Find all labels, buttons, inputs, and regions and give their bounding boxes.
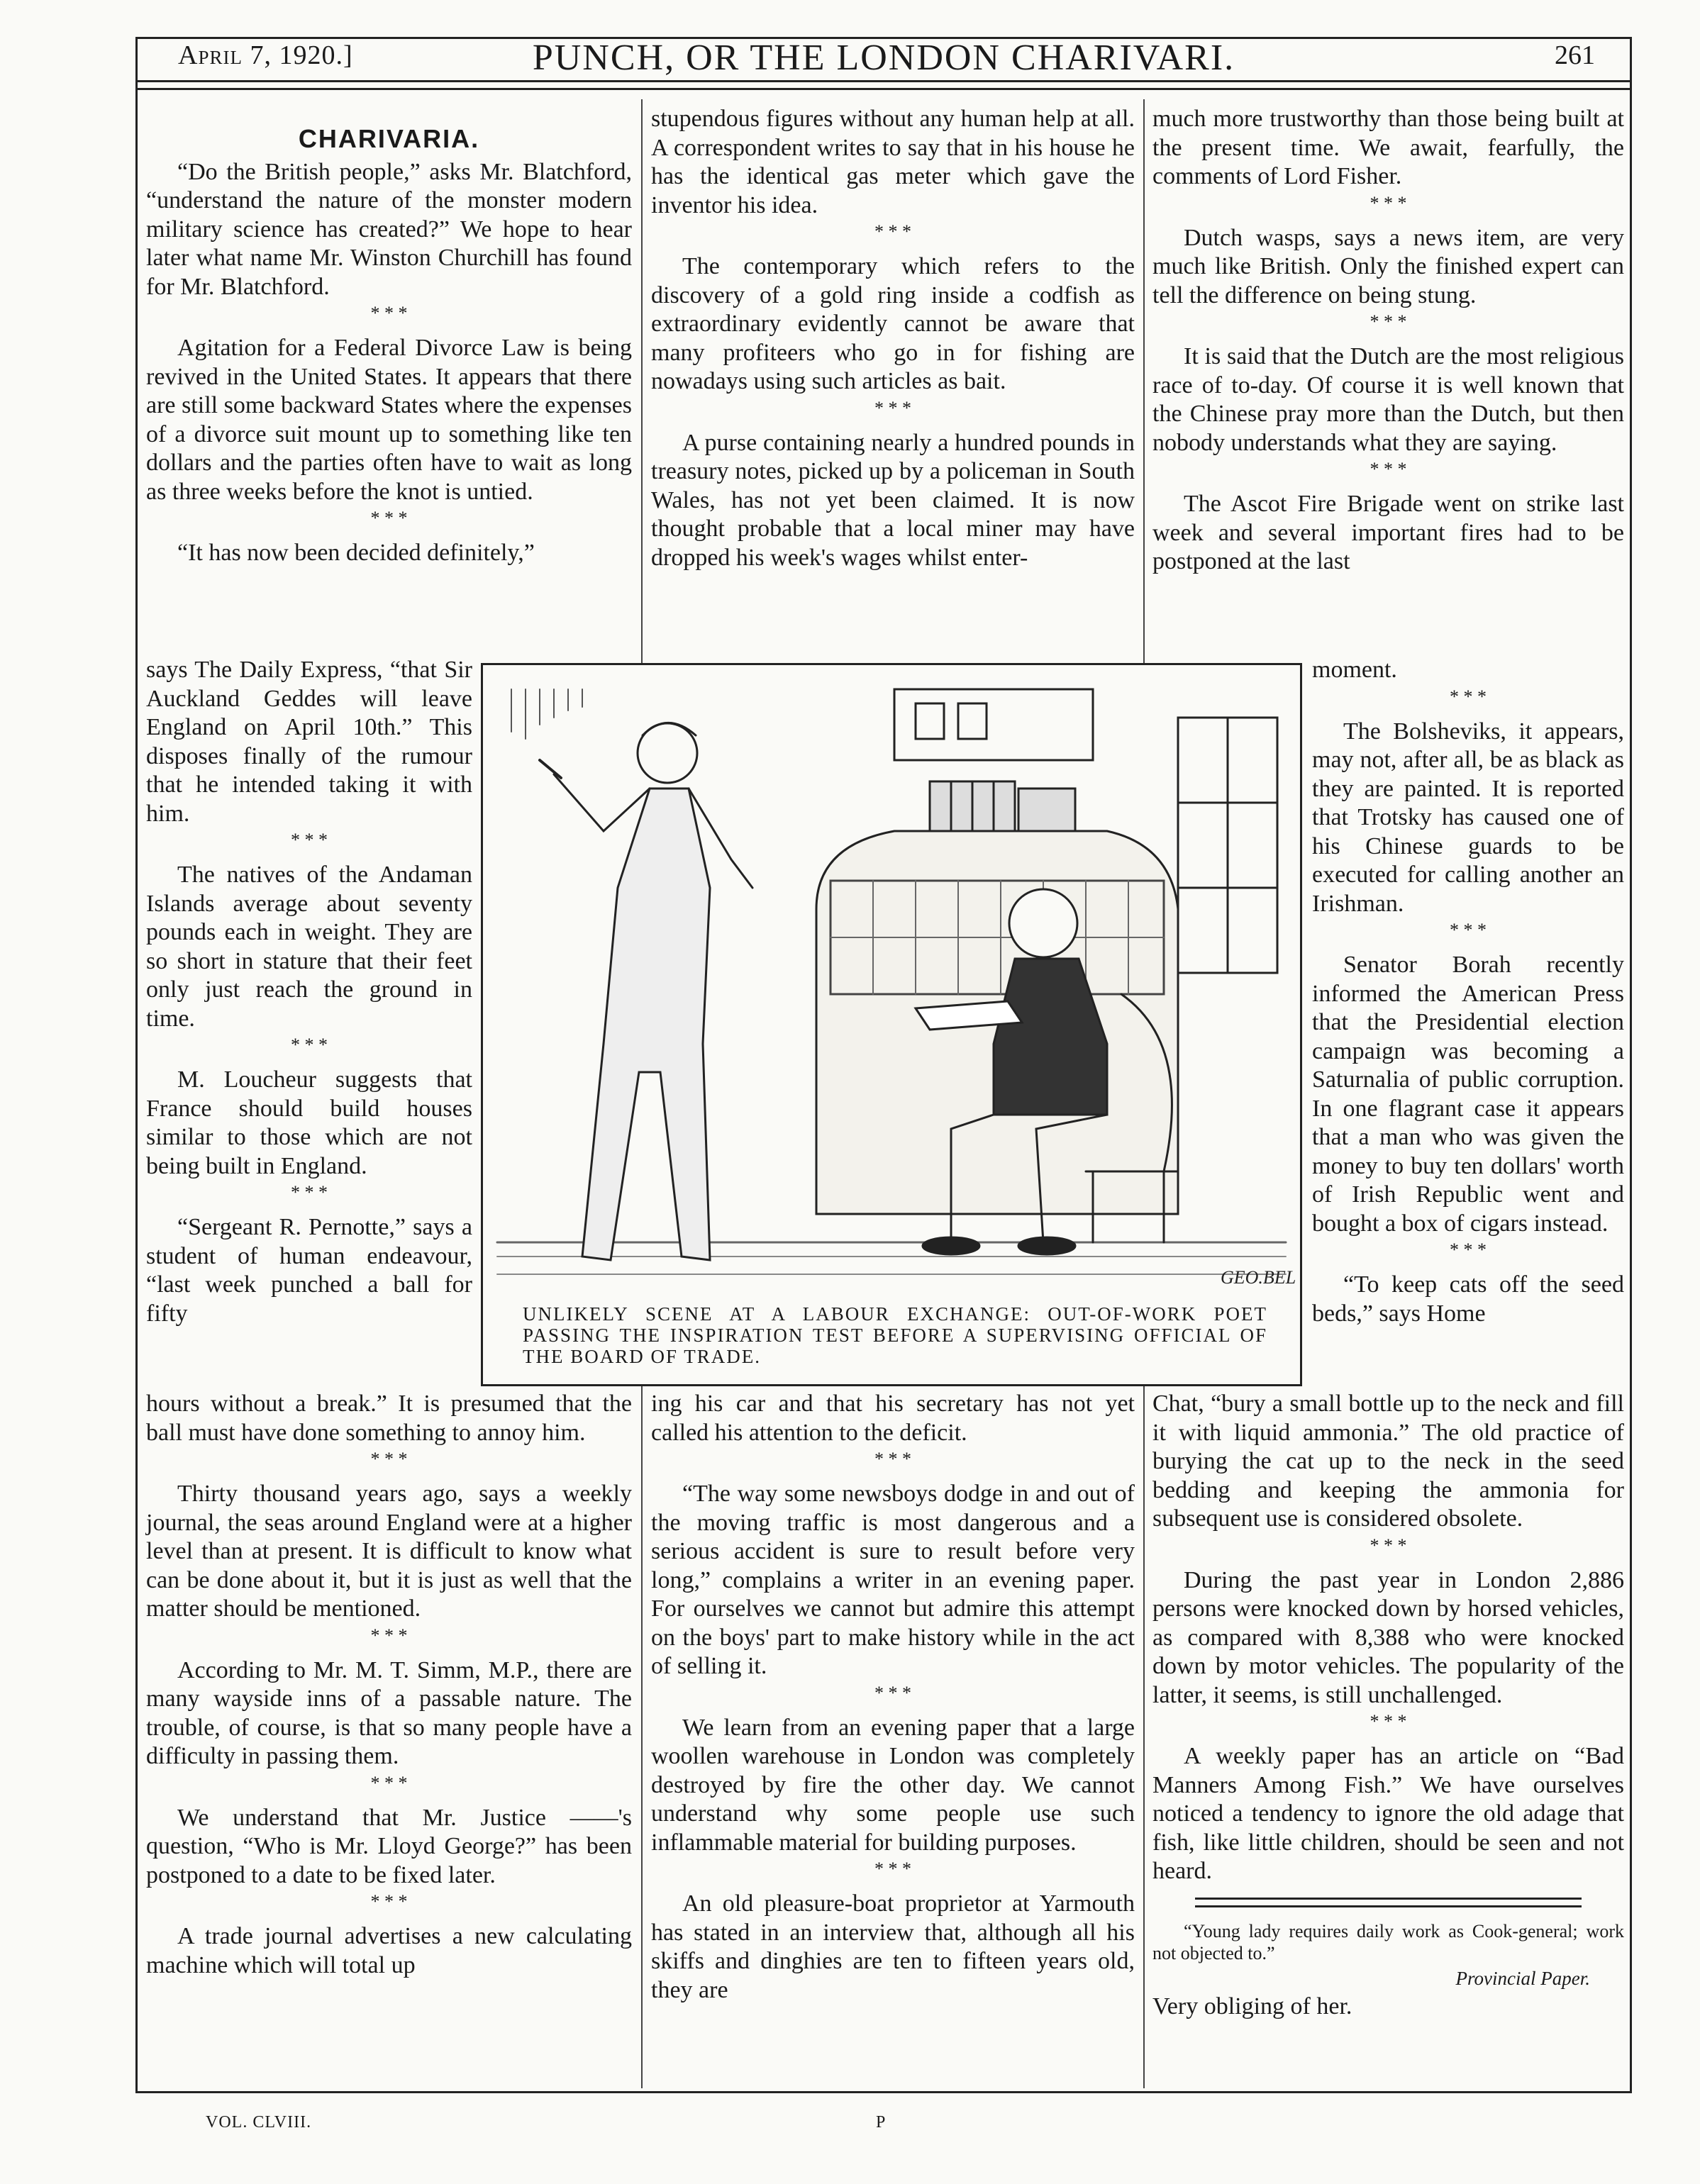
asterism: * * * [1450,920,1487,940]
paragraph: It is said that the Dutch are the most religious race of to-day. Of course it is well known that the Chinese pray more than the Dutch, but then nobody understands what they are saying. [1152,343,1624,456]
column-3-upper [1152,105,1624,576]
advert-source: Provincial Paper. [1455,1967,1590,1989]
paragraph: Chat, “bury a small bottle up to the neck and fill it with liquid ammonia.” The old practice of burying the cat up to the neck in the seed bedding and keeping the ammonia for subsequent use is considered obsolete. [1152,1391,1624,1532]
advert-comment: Very obliging of her. [1152,1993,1352,2019]
asterism: * * * [1370,1711,1407,1732]
paragraph: An old pleasure-boat proprietor at Yarmouth has stated in an interview that, although all his skiffs and dinghies are ten to fifteen years old, they are [651,1890,1135,2003]
paragraph: A trade journal advertises a new calculating machine which will total up [146,1923,632,1978]
header-rule [135,80,1632,82]
column-3-narrow [1312,656,1624,1328]
paragraph: “The way some newsboys dodge in and out of the moving traffic is most dangerous and a serious accident is sure to result before very long,” complains a writer in an evening paper. For ourselves we cannot but admire this attempt on the boys' part to make history while in the act of selling it. [651,1481,1135,1679]
cartoon-signature: GEO.BEL [1221,1267,1296,1288]
paragraph: The contemporary which refers to the discovery of a gold ring inside a codfish as extraordinary evidently cannot be aware that many profiteers who go in for fishing are nowadays using such articles as bait. [651,253,1135,394]
header-date: April 7, 1920.] [178,40,353,70]
paragraph: Dutch wasps, says a news item, are very much like British. Only the finished expert can tell the difference on being stung. [1152,224,1624,308]
paragraph: M. Loucheur suggests that France should build houses similar to those which are not being built in England. [146,1066,472,1179]
page-header [135,37,1632,108]
column-1-narrow [146,656,472,1328]
column-rule [1143,1386,1145,2088]
column-rule [1143,99,1145,663]
paragraph: A weekly paper has an article on “Bad Manners Among Fish.” We have ourselves noticed a tendency to ignore the old adage that fish, like little children, should be seen and not heard. [1152,1743,1624,1884]
paragraph: We learn from an evening paper that a large woollen warehouse in London was completely destroyed by fire the other day. We cannot understand why some people use such inflammable material for building purposes. [651,1714,1135,1856]
paragraph: Agitation for a Federal Divorce Law is being revived in the United States. It appears that there are still some backward States where the expenses of a divorce suit mount up to something like ten dollars and the parties often have to wait as long as three weeks before the knot is untied. [146,335,632,505]
asterism: * * * [291,1182,328,1203]
paragraph: much more trustworthy than those being built at the present time. We await, fearfully, the comments of Lord Fisher. [1152,106,1624,189]
paragraph: “Sergeant R. Pernotte,” says a student of human endeavour, “last week punched a ball for fifty [146,1214,472,1327]
asterism: * * * [1370,459,1407,479]
page-number: 261 [1555,40,1595,70]
paragraph: says The Daily Express, “that Sir Auckland Geddes will leave England on April 10th.” This disposes finally of the rumour that he intended taking it with him. [146,657,472,827]
advert-quote: “Young lady requires daily work as Cook-general; work not objected to.” [1152,1920,1624,1963]
paragraph: ing his car and that his secretary has not yet called his attention to the deficit. [651,1391,1135,1446]
cartoon-illustration [497,675,1296,1292]
paragraph: According to Mr. M. T. Simm, M.P., there are many wayside inns of a passable nature. The trouble, of course, is that so many people have a difficulty in passing them. [146,1656,632,1769]
column-2-upper [651,105,1135,572]
paragraph: A purse containing nearly a hundred pounds in treasury notes, picked up by a policeman in South Wales, has not yet been claimed. It is now thought probable that a local miner may have dropped his week's wages whilst enter- [651,429,1135,571]
asterism: * * * [1370,1534,1407,1556]
paragraph: The Bolsheviks, it appears, may not, after all, be as black as they are painted. It is reported that Trotsky has caused one of his Chinese guards to be executed for calling another an Irishman. [1312,718,1624,917]
asterism: * * * [370,303,408,323]
volume-mark: VOL. CLVIII. [206,2113,312,2132]
paragraph: Thirty thousand years ago, says a weekly journal, the seas around England were at a higher level than at present. It is difficult to know what can be done about it, but it is just as well that the matter should be mentioned. [146,1481,632,1622]
paragraph: stupendous figures without any human help at all. A correspondent writes to say that in his house he has the identical gas meter which gave the inventor his idea. [651,106,1135,218]
column-2-lower [651,1390,1135,2005]
asterism: * * * [291,830,328,850]
column-rule [641,99,643,663]
signature-mark: P [876,2113,887,2132]
asterism: * * * [1450,686,1487,707]
asterism: * * * [1450,1239,1487,1260]
asterism: * * * [370,1625,408,1646]
asterism: * * * [874,1859,911,1879]
asterism: * * * [874,397,911,418]
cartoon-caption: UNLIKELY SCENE AT A LABOUR EXCHANGE: OUT-OF-WORK POET PASSING THE INSPIRATION TEST BEFORE A SUPERVISING OFFICIAL OF THE BOARD OF TRADE. [523,1303,1267,1367]
asterism: * * * [874,1682,911,1703]
asterism: * * * [370,508,408,528]
asterism: * * * [370,1772,408,1793]
paragraph: Senator Borah recently informed the American Press that the Presidential election campaign was becoming a Saturnalia of public corruption. In one flagrant case it appears that a man who was given the money to buy ten dollars' worth of Irish Republic went and bought a box of cigars instead. [1312,952,1624,1237]
asterism: * * * [291,1035,328,1055]
paragraph: The natives of the Andaman Islands average about seventy pounds each in weight. They are so short in stature that their feet only just reach the ground in time. [146,862,472,1032]
paragraph: We understand that Mr. Justice ——'s question, “Who is Mr. Lloyd George?” has been postponed to a date to be fixed later. [146,1804,632,1888]
paragraph: “It has now been decided definitely,” [177,540,535,566]
asterism: * * * [370,1449,408,1469]
cartoon [481,663,1302,1386]
column-rule [641,1386,643,2088]
double-rule [1195,1898,1582,1907]
paragraph: During the past year in London 2,886 persons were knocked down by horsed vehicles, as compared with 8,388 who were knocked down by motor vehicles. The popularity of the latter, it seems, is still unchallenged. [1152,1566,1624,1708]
paragraph: “To keep cats off the seed beds,” says Home [1312,1271,1624,1327]
column-3-lower [1152,1390,1624,2022]
asterism: * * * [370,1891,408,1912]
paragraph: moment. [1312,657,1397,683]
masthead-title: PUNCH, OR THE LONDON CHARIVARI. [532,38,1235,78]
column-1-lower [146,1390,632,1980]
header-rule-2 [135,88,1632,90]
asterism: * * * [1370,311,1407,332]
paragraph: hours without a break.” It is presumed that the ball must have done something to annoy him. [146,1391,632,1446]
asterism: * * * [874,1449,911,1469]
section-title: CHARIVARIA. [298,124,480,153]
paragraph: “Do the British people,” asks Mr. Blatchford, “understand the nature of the monster modern military science has created?” We hope to hear later what name Mr. Winston Churchill has found for Mr. Blatchford. [146,158,632,300]
asterism: * * * [1370,192,1407,213]
paragraph: The Ascot Fire Brigade went on strike last week and several important fires had to be postponed at the last [1152,491,1624,574]
asterism: * * * [874,221,911,242]
column-1-upper [146,105,632,568]
